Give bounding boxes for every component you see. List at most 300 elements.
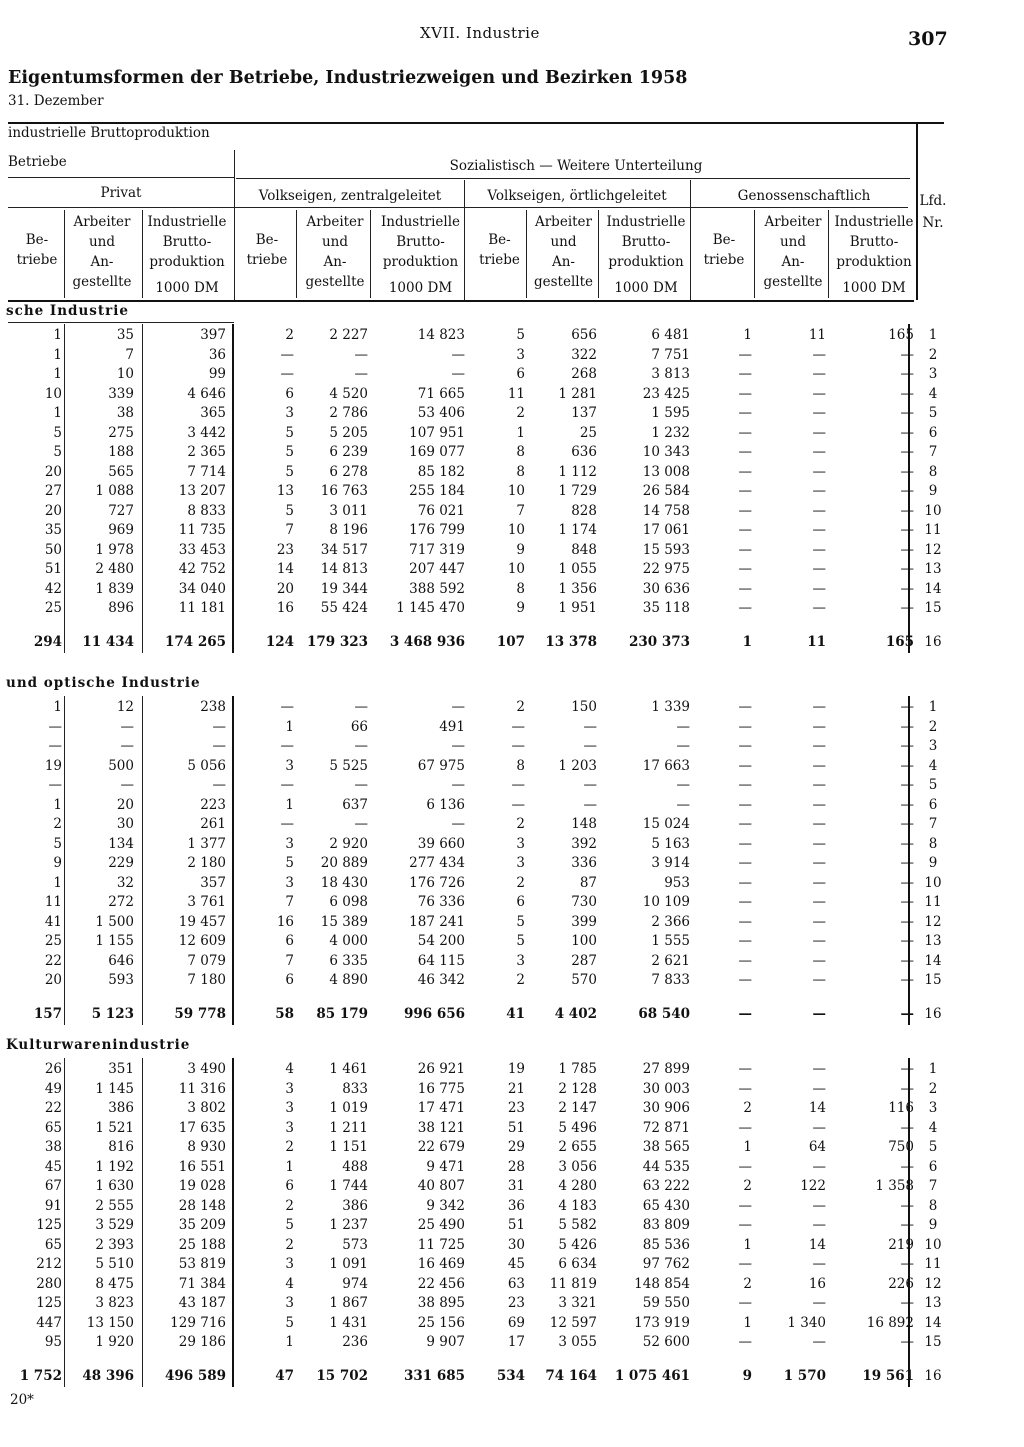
- cell-vo-arbeiter: 5 582: [558, 1217, 597, 1233]
- cell-gen-betriebe: 9: [742, 1367, 752, 1384]
- cell-gen-produktion: —: [900, 1334, 914, 1350]
- cell-vo-arbeiter: 1 729: [558, 483, 597, 499]
- cell-privat-arbeiter: 134: [108, 835, 134, 852]
- cell-privat-arbeiter: 7: [125, 346, 134, 363]
- colhead-vo-produktion: Industrielle Brutto- produktion: [606, 214, 686, 270]
- cell-gen-arbeiter: —: [812, 816, 826, 832]
- statistics-table: [0, 118, 1024, 1384]
- cell-vz-arbeiter: 4 890: [329, 972, 368, 988]
- cell-gen-produktion: —: [900, 1256, 914, 1272]
- cell-vz-produktion: 22 456: [417, 1275, 465, 1292]
- cell-gen-betriebe: 1: [743, 1139, 752, 1155]
- cell-vo-produktion: 44 535: [642, 1158, 690, 1175]
- cell-vo-arbeiter: 322: [571, 346, 597, 363]
- cell-gen-arbeiter: —: [812, 405, 826, 421]
- cell-vz-produktion: 11 725: [417, 1236, 465, 1253]
- cell-privat-produktion: 25 188: [178, 1236, 226, 1253]
- cell-vz-arbeiter: —: [354, 699, 368, 715]
- cell-lfd-nr: 13: [924, 561, 942, 577]
- cell-privat-betriebe: 5: [53, 835, 62, 852]
- cell-vz-arbeiter: 85 179: [316, 1005, 368, 1022]
- cell-privat-arbeiter: 593: [108, 972, 134, 988]
- cell-gen-produktion: —: [900, 855, 914, 871]
- cell-vz-produktion: 176 799: [409, 522, 465, 538]
- section-title: sche Industrie: [6, 303, 129, 319]
- cell-privat-betriebe: 1: [53, 405, 62, 421]
- cell-vz-produktion: 26 921: [417, 1061, 465, 1077]
- cell-gen-produktion: —: [900, 580, 914, 597]
- cell-vz-produktion: 85 182: [417, 463, 465, 480]
- cell-vz-arbeiter: 5 525: [329, 757, 368, 774]
- cell-vz-arbeiter: 18 430: [320, 874, 368, 891]
- cell-vo-produktion: 14 758: [642, 502, 690, 519]
- cell-gen-arbeiter: 11: [808, 327, 826, 343]
- cell-vz-betriebe: 5: [285, 855, 294, 871]
- header-genossenschaftlich: Genossenschaftlich: [737, 188, 871, 204]
- cell-gen-produktion: —: [900, 600, 914, 616]
- table-row: [0, 1197, 1024, 1216]
- cell-privat-arbeiter: 5 123: [91, 1005, 134, 1022]
- cell-vz-arbeiter: 6 335: [329, 952, 368, 969]
- table-row: [0, 835, 1024, 854]
- cell-gen-produktion: 219: [888, 1236, 914, 1253]
- cell-gen-produktion: —: [900, 405, 914, 421]
- cell-vo-betriebe: —: [511, 777, 525, 793]
- cell-vz-betriebe: 16: [276, 600, 294, 616]
- cell-vo-produktion: 17 663: [642, 757, 690, 774]
- cell-privat-produktion: 19 457: [178, 913, 226, 930]
- cell-privat-arbeiter: 13 150: [86, 1314, 134, 1331]
- cell-gen-betriebe: —: [738, 1197, 752, 1214]
- cell-gen-produktion: —: [900, 483, 914, 499]
- cell-privat-produktion: 28 148: [178, 1197, 226, 1214]
- cell-gen-arbeiter: —: [812, 502, 826, 519]
- cell-vz-produktion: 46 342: [417, 972, 465, 988]
- cell-gen-produktion: —: [900, 1061, 914, 1077]
- cell-vo-produktion: 26 584: [642, 483, 690, 499]
- cell-gen-arbeiter: —: [812, 561, 826, 577]
- cell-vz-betriebe: 3: [285, 835, 294, 852]
- cell-vz-betriebe: —: [280, 346, 294, 363]
- cell-privat-betriebe: 212: [36, 1256, 62, 1272]
- table-row: [0, 560, 1024, 579]
- cell-privat-produktion: 223: [200, 796, 226, 813]
- cell-vo-arbeiter: 3 055: [558, 1334, 597, 1350]
- cell-vz-arbeiter: 1 237: [329, 1217, 368, 1233]
- cell-vo-arbeiter: 636: [571, 444, 597, 460]
- cell-vo-betriebe: 107: [496, 633, 525, 650]
- cell-vo-arbeiter: 74 164: [545, 1367, 597, 1384]
- cell-gen-arbeiter: —: [812, 835, 826, 852]
- cell-vz-arbeiter: 1 461: [329, 1061, 368, 1077]
- table-row: [0, 1216, 1024, 1235]
- colhead-gen-arbeiter: Arbeiter und An- gestellte: [763, 214, 823, 290]
- cell-vo-produktion: 148 854: [634, 1275, 690, 1292]
- cell-gen-betriebe: —: [738, 1256, 752, 1272]
- cell-gen-produktion: —: [900, 1005, 914, 1022]
- cell-privat-arbeiter: 2 393: [95, 1236, 134, 1253]
- cell-gen-arbeiter: —: [812, 1295, 826, 1311]
- cell-vo-arbeiter: 392: [571, 835, 597, 852]
- cell-privat-produktion: —: [212, 718, 226, 735]
- cell-lfd-nr: 5: [928, 405, 938, 421]
- cell-privat-produktion: 261: [200, 816, 226, 832]
- cell-vz-betriebe: —: [280, 777, 294, 793]
- cell-lfd-nr: 5: [928, 777, 938, 793]
- cell-gen-betriebe: —: [738, 483, 752, 499]
- cell-vo-arbeiter: 4 183: [558, 1197, 597, 1214]
- cell-vz-produktion: 64 115: [417, 952, 465, 969]
- cell-privat-arbeiter: 386: [108, 1100, 134, 1116]
- cell-vo-produktion: —: [676, 777, 690, 793]
- cell-privat-produktion: 13 207: [178, 483, 226, 499]
- cell-privat-arbeiter: 10: [116, 366, 134, 382]
- cell-gen-betriebe: —: [738, 835, 752, 852]
- cell-gen-produktion: —: [900, 1080, 914, 1097]
- cell-privat-betriebe: 125: [36, 1295, 62, 1311]
- cell-vz-produktion: 107 951: [409, 424, 465, 441]
- cell-vo-produktion: 10 109: [642, 894, 690, 910]
- cell-vo-produktion: 59 550: [642, 1295, 690, 1311]
- cell-gen-arbeiter: —: [812, 972, 826, 988]
- cell-vz-produktion: 9 342: [426, 1197, 465, 1214]
- cell-gen-betriebe: —: [738, 972, 752, 988]
- cell-privat-produktion: 99: [208, 366, 226, 382]
- cell-lfd-nr: 3: [928, 1100, 938, 1116]
- cell-privat-betriebe: 25: [44, 933, 62, 949]
- cell-gen-betriebe: —: [738, 580, 752, 597]
- cell-lfd-nr: 13: [924, 1295, 942, 1311]
- cell-vz-arbeiter: 15 389: [320, 913, 368, 930]
- cell-vo-arbeiter: 287: [571, 952, 597, 969]
- cell-vo-produktion: 68 540: [638, 1005, 690, 1022]
- cell-privat-arbeiter: 969: [108, 522, 134, 538]
- cell-vz-betriebe: 1: [285, 796, 294, 813]
- table-row: [0, 385, 1024, 404]
- cell-vo-arbeiter: 2 655: [558, 1139, 597, 1155]
- cell-vo-betriebe: 8: [516, 444, 525, 460]
- table-row: [0, 599, 1024, 618]
- cell-privat-produktion: 1 377: [187, 835, 226, 852]
- cell-privat-arbeiter: 30: [116, 816, 134, 832]
- cell-privat-produktion: 397: [200, 327, 226, 343]
- cell-lfd-nr: 3: [928, 738, 938, 754]
- cell-privat-arbeiter: 2 480: [95, 561, 134, 577]
- cell-gen-betriebe: —: [738, 1217, 752, 1233]
- cell-vo-produktion: 52 600: [642, 1334, 690, 1350]
- cell-gen-arbeiter: —: [812, 757, 826, 774]
- cell-vo-arbeiter: 570: [571, 972, 597, 988]
- cell-gen-arbeiter: —: [812, 855, 826, 871]
- cell-gen-produktion: —: [900, 699, 914, 715]
- cell-vo-betriebe: 3: [516, 855, 525, 871]
- cell-vo-arbeiter: 13 378: [545, 633, 597, 650]
- cell-vz-arbeiter: 179 323: [306, 633, 368, 650]
- table-row: [0, 1294, 1024, 1313]
- cell-vo-betriebe: 10: [507, 522, 525, 538]
- cell-gen-betriebe: 1: [742, 633, 752, 650]
- cell-vo-arbeiter: 1 356: [558, 580, 597, 597]
- table-row: [0, 815, 1024, 834]
- cell-vz-produktion: 996 656: [403, 1005, 465, 1022]
- cell-gen-betriebe: —: [738, 1080, 752, 1097]
- cell-lfd-nr: 1: [928, 1061, 938, 1077]
- cell-vz-betriebe: 13: [276, 483, 294, 499]
- cell-privat-produktion: 34 040: [178, 580, 226, 597]
- cell-vz-betriebe: 3: [285, 874, 294, 891]
- cell-gen-arbeiter: —: [812, 1217, 826, 1233]
- cell-lfd-nr: 6: [928, 1158, 938, 1175]
- cell-vz-produktion: 16 469: [417, 1256, 465, 1272]
- rule-line: [296, 210, 297, 298]
- cell-privat-betriebe: 95: [44, 1334, 62, 1350]
- cell-vo-arbeiter: 1 281: [558, 385, 597, 402]
- cell-vo-betriebe: 23: [507, 1295, 525, 1311]
- table-row: [0, 1255, 1024, 1274]
- cell-privat-arbeiter: —: [120, 738, 134, 754]
- cell-vz-betriebe: 3: [285, 1256, 294, 1272]
- cell-vo-arbeiter: 656: [571, 327, 597, 343]
- table-row: [0, 718, 1024, 737]
- cell-vz-arbeiter: 16 763: [320, 483, 368, 499]
- colhead-unit: 1000 DM: [155, 280, 219, 296]
- cell-gen-betriebe: —: [738, 699, 752, 715]
- cell-lfd-nr: 2: [928, 718, 938, 735]
- cell-gen-betriebe: —: [738, 933, 752, 949]
- cell-privat-arbeiter: 1 192: [95, 1158, 134, 1175]
- cell-lfd-nr: 13: [924, 933, 942, 949]
- cell-vo-produktion: 97 762: [642, 1256, 690, 1272]
- cell-vo-betriebe: —: [511, 738, 525, 754]
- cell-vz-produktion: —: [451, 699, 465, 715]
- table-row: [0, 1275, 1024, 1294]
- cell-vz-produktion: —: [451, 346, 465, 363]
- cell-vz-arbeiter: 34 517: [320, 541, 368, 558]
- cell-privat-produktion: 11 316: [178, 1080, 226, 1097]
- cell-vo-arbeiter: 3 321: [558, 1295, 597, 1311]
- chapter-title: XVII. Industrie: [420, 24, 540, 42]
- header-betriebe: Betriebe: [8, 154, 67, 170]
- cell-vz-produktion: —: [451, 816, 465, 832]
- cell-privat-produktion: 17 635: [178, 1119, 226, 1136]
- cell-gen-produktion: —: [900, 913, 914, 930]
- cell-privat-arbeiter: 5 510: [95, 1256, 134, 1272]
- table-row: [0, 971, 1024, 990]
- table-row: [0, 580, 1024, 599]
- cell-vo-produktion: 2 366: [651, 913, 690, 930]
- cell-vo-betriebe: 5: [516, 913, 525, 930]
- cell-gen-produktion: —: [900, 1158, 914, 1175]
- cell-lfd-nr: 8: [928, 1197, 938, 1214]
- cell-gen-produktion: —: [900, 424, 914, 441]
- cell-vz-arbeiter: 4 000: [329, 933, 368, 949]
- cell-privat-arbeiter: 896: [108, 600, 134, 616]
- cell-vo-arbeiter: 12 597: [549, 1314, 597, 1331]
- table-row: [0, 541, 1024, 560]
- cell-vz-betriebe: 16: [276, 913, 294, 930]
- cell-vz-produktion: 16 775: [417, 1080, 465, 1097]
- cell-vz-betriebe: —: [280, 699, 294, 715]
- cell-vo-betriebe: 19: [507, 1061, 525, 1077]
- cell-gen-arbeiter: —: [812, 699, 826, 715]
- cell-gen-produktion: —: [900, 796, 914, 813]
- cell-vo-produktion: 27 899: [642, 1061, 690, 1077]
- cell-privat-betriebe: 20: [44, 463, 62, 480]
- rule-line: [828, 210, 829, 298]
- cell-vo-produktion: 30 636: [642, 580, 690, 597]
- table-row: [0, 443, 1024, 462]
- cell-gen-produktion: 16 892: [866, 1314, 914, 1331]
- cell-vo-produktion: 17 061: [642, 522, 690, 538]
- cell-vo-betriebe: 10: [507, 561, 525, 577]
- cell-vz-betriebe: 3: [285, 405, 294, 421]
- cell-vo-produktion: 30 003: [642, 1080, 690, 1097]
- cell-vo-produktion: 85 536: [642, 1236, 690, 1253]
- section-title: und optische Industrie: [6, 675, 201, 691]
- cell-vz-produktion: —: [451, 366, 465, 382]
- cell-vo-arbeiter: 1 174: [558, 522, 597, 538]
- table-row: [0, 854, 1024, 873]
- cell-lfd-nr: 14: [924, 580, 942, 597]
- cell-vz-betriebe: 14: [276, 561, 294, 577]
- cell-vz-betriebe: 7: [285, 522, 294, 538]
- cell-vz-arbeiter: 6 098: [329, 894, 368, 910]
- cell-lfd-nr: 9: [928, 1217, 938, 1233]
- table-row: [0, 1060, 1024, 1079]
- cell-vz-betriebe: 6: [285, 385, 294, 402]
- cell-privat-produktion: 3 761: [187, 894, 226, 910]
- cell-gen-arbeiter: —: [812, 894, 826, 910]
- cell-privat-arbeiter: 48 396: [82, 1367, 134, 1384]
- cell-vz-produktion: 1 145 470: [396, 600, 465, 616]
- cell-vz-arbeiter: 637: [342, 796, 368, 813]
- cell-vz-arbeiter: 1 019: [329, 1100, 368, 1116]
- cell-privat-produktion: 238: [200, 699, 226, 715]
- cell-vz-arbeiter: 488: [342, 1158, 368, 1175]
- cell-vo-arbeiter: —: [583, 738, 597, 754]
- cell-gen-betriebe: —: [738, 796, 752, 813]
- rule-line: [8, 177, 234, 178]
- table-row: [0, 893, 1024, 912]
- cell-vo-produktion: 1 555: [651, 933, 690, 949]
- colhead-vo-betriebe: Be- triebe: [479, 232, 520, 268]
- table-row: [0, 1119, 1024, 1138]
- colhead-vz-arbeiter: Arbeiter und An- gestellte: [305, 214, 365, 290]
- running-header: [0, 24, 1024, 48]
- cell-gen-produktion: —: [900, 972, 914, 988]
- cell-vz-betriebe: 3: [285, 757, 294, 774]
- table-row: [0, 326, 1024, 345]
- table-row: [0, 1333, 1024, 1352]
- table-row: [0, 424, 1024, 443]
- cell-privat-betriebe: 26: [44, 1061, 62, 1077]
- cell-privat-betriebe: 1: [53, 796, 62, 813]
- cell-gen-arbeiter: 1 570: [783, 1367, 826, 1384]
- cell-gen-arbeiter: —: [812, 463, 826, 480]
- cell-lfd-nr: 4: [928, 757, 938, 774]
- cell-privat-produktion: 4 646: [187, 385, 226, 402]
- table-row: [0, 1236, 1024, 1255]
- cell-lfd-nr: 8: [928, 835, 938, 852]
- header-volkseigen-zentral: Volkseigen, zentralgeleitet: [258, 188, 442, 204]
- cell-privat-betriebe: 65: [44, 1236, 62, 1253]
- cell-vz-arbeiter: —: [354, 346, 368, 363]
- cell-vz-arbeiter: 66: [350, 718, 368, 735]
- cell-gen-arbeiter: —: [812, 600, 826, 616]
- cell-privat-produktion: 5 056: [187, 757, 226, 774]
- cell-vo-betriebe: 51: [507, 1119, 525, 1136]
- cell-privat-betriebe: 2: [53, 816, 62, 832]
- cell-gen-produktion: —: [900, 894, 914, 910]
- cell-lfd-nr: 7: [928, 444, 938, 460]
- cell-vz-produktion: 25 156: [417, 1314, 465, 1331]
- table-row: [0, 737, 1024, 756]
- cell-vz-betriebe: 20: [276, 580, 294, 597]
- cell-vo-betriebe: —: [511, 718, 525, 735]
- cell-gen-betriebe: —: [738, 444, 752, 460]
- rule-line: [8, 322, 234, 323]
- cell-gen-arbeiter: —: [812, 874, 826, 891]
- cell-vz-betriebe: 3: [285, 1100, 294, 1116]
- colhead-privat-betriebe: Be- triebe: [16, 232, 58, 268]
- cell-gen-produktion: —: [900, 463, 914, 480]
- cell-privat-produktion: 11 181: [178, 600, 226, 616]
- cell-gen-arbeiter: —: [812, 1061, 826, 1077]
- total-row: [0, 1367, 1024, 1386]
- cell-vz-arbeiter: 386: [342, 1197, 368, 1214]
- cell-gen-arbeiter: —: [812, 444, 826, 460]
- cell-privat-produktion: 3 442: [187, 424, 226, 441]
- cell-lfd-nr: 5: [928, 1139, 938, 1155]
- cell-vo-produktion: 1 595: [651, 405, 690, 421]
- cell-vz-produktion: 491: [439, 718, 465, 735]
- cell-privat-arbeiter: 8 475: [95, 1275, 134, 1292]
- cell-vz-betriebe: 47: [275, 1367, 294, 1384]
- cell-vo-betriebe: 23: [507, 1100, 525, 1116]
- cell-gen-arbeiter: 14: [808, 1236, 826, 1253]
- cell-gen-arbeiter: —: [812, 718, 826, 735]
- cell-gen-arbeiter: 1 340: [787, 1314, 826, 1331]
- footer-signature: 20*: [10, 1392, 34, 1408]
- cell-vz-betriebe: 4: [285, 1061, 294, 1077]
- cell-vo-betriebe: 8: [516, 463, 525, 480]
- cell-gen-produktion: —: [900, 718, 914, 735]
- cell-vo-betriebe: 28: [507, 1158, 525, 1175]
- cell-vz-betriebe: 5: [285, 502, 294, 519]
- cell-gen-produktion: —: [900, 385, 914, 402]
- table-row: [0, 932, 1024, 951]
- cell-vz-arbeiter: 974: [342, 1275, 368, 1292]
- cell-lfd-nr: 9: [928, 483, 938, 499]
- cell-gen-arbeiter: 16: [808, 1275, 826, 1292]
- table-row: [0, 757, 1024, 776]
- cell-gen-betriebe: —: [738, 757, 752, 774]
- cell-privat-produktion: 496 589: [164, 1367, 226, 1384]
- cell-privat-produktion: 7 714: [187, 463, 226, 480]
- cell-vo-betriebe: 2: [516, 405, 525, 421]
- cell-vo-betriebe: 21: [507, 1080, 525, 1097]
- cell-privat-arbeiter: 1 500: [95, 913, 134, 930]
- cell-vo-arbeiter: 148: [571, 816, 597, 832]
- cell-vz-betriebe: 58: [275, 1005, 294, 1022]
- cell-vo-produktion: 7 751: [651, 346, 690, 363]
- cell-vz-arbeiter: 2 227: [329, 327, 368, 343]
- cell-vz-arbeiter: 1 431: [329, 1314, 368, 1331]
- cell-vz-arbeiter: 20 889: [320, 855, 368, 871]
- cell-lfd-nr: 3: [928, 366, 938, 382]
- cell-vo-betriebe: 5: [516, 327, 525, 343]
- cell-gen-produktion: —: [900, 502, 914, 519]
